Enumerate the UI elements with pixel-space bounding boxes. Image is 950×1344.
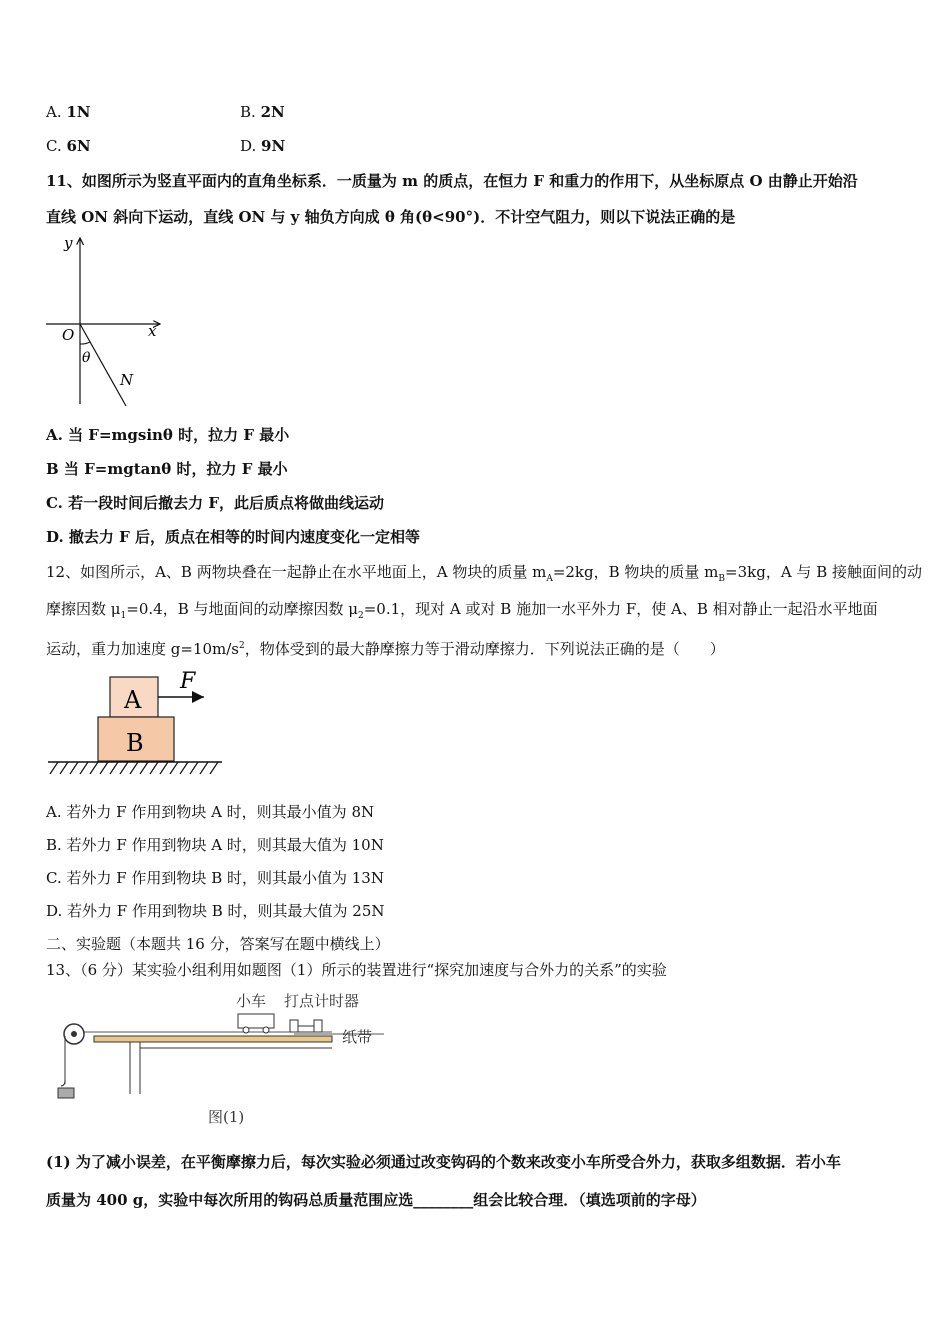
text-span: =2kg，B 物块的质量 m (552, 563, 719, 581)
text-span: =0.4，B 与地面间的动摩擦因数 μ (126, 600, 358, 618)
origin-label: O (62, 326, 75, 344)
x-axis-label: x (148, 322, 157, 340)
q12-blocks-figure (46, 664, 226, 786)
q11-option-c: C. 若一段时间后撤去力 F，此后质点将做曲线运动 (46, 494, 384, 512)
hook-weight (58, 1088, 74, 1098)
option-value: 2N (260, 103, 285, 121)
q13-part1-line1: (1) 为了减小误差，在平衡摩擦力后，每次实验必须通过改变钩码的个数来改变小车所受合外力，获取多组数据．若小车 (46, 1153, 841, 1171)
text-span: 12、如图所示，A、B 两物块叠在一起静止在水平地面上，A 物块的质量 m (46, 563, 547, 581)
text-span: =0.1，现对 A 或对 B 施加一水平外力 F，使 A、B 相对静止一起沿水平地面 (363, 600, 878, 618)
subscript: B (718, 574, 726, 584)
q11-option-d: D. 撤去力 F 后，质点在相等的时间内速度变化一定相等 (46, 528, 421, 546)
q10-option-b (240, 102, 285, 122)
block-a-label: A (124, 686, 142, 714)
force-label: F (180, 669, 196, 694)
option-value: 1N (66, 103, 91, 121)
text-span: =3kg，A 与 B 接触面间的动 (725, 563, 922, 581)
q13-part1-line2: 质量为 400 g，实验中每次所用的钩码总质量范围应选________组会比较合理．（填选项前的字母） (46, 1191, 706, 1209)
option-value: 9N (261, 137, 286, 155)
text-span: ，物体受到的最大静摩擦力等于滑动摩擦力．下列说法正确的是（ ） (244, 640, 725, 658)
q12-option-b: B. 若外力 F 作用到物块 A 时，则其最大值为 10N (46, 836, 384, 854)
q12-stem-line3 (46, 636, 725, 659)
hook (61, 1080, 65, 1086)
ground-hatching (50, 762, 218, 774)
y-axis-label: y (64, 234, 73, 252)
timer-label: 打点计时器 (284, 992, 360, 1010)
q13-apparatus-figure (54, 988, 384, 1142)
subscript: 1 (120, 611, 127, 621)
q12-option-d: D. 若外力 F 作用到物块 B 时，则其最大值为 25N (46, 902, 385, 920)
subscript: 2 (358, 611, 364, 621)
figure-caption: 图(1) (208, 1108, 245, 1126)
angle-label: θ (82, 350, 91, 366)
option-letter: A. (46, 103, 67, 121)
q12-stem-line2 (46, 599, 878, 626)
q11-option-a: A. 当 F=mgsinθ 时，拉力 F 最小 (46, 426, 290, 444)
timer-post (290, 1020, 298, 1032)
cart (238, 1014, 274, 1028)
q10-option-c (46, 136, 91, 156)
option-letter: B. (240, 103, 261, 121)
text-span: 摩擦因数 μ (46, 600, 121, 618)
tape-label: 纸带 (342, 1028, 373, 1046)
track-board (94, 1036, 332, 1042)
pulley-axle (71, 1031, 77, 1037)
q11-stem-line1: 11、如图所示为竖直平面内的直角坐标系．一质量为 m 的质点，在恒力 F 和重力的作用下，从坐标原点 O 由静止开始沿 (46, 172, 858, 190)
q11-option-b: B 当 F=mgtanθ 时，拉力 F 最小 (46, 460, 288, 478)
block-b-label: B (126, 729, 144, 757)
option-letter: D. (240, 137, 262, 155)
q13-stem-line1: 13、（6 分）某实验小组利用如题图（1）所示的装置进行“探究加速度与合外力的关系”的实验 (46, 961, 667, 979)
line-n-label: N (120, 371, 134, 389)
cart-label: 小车 (236, 992, 267, 1010)
angle-arc (80, 342, 90, 344)
timer-post (314, 1020, 322, 1032)
timer-base (298, 1026, 314, 1032)
q11-stem-line2: 直线 ON 斜向下运动，直线 ON 与 y 轴负方向成 θ 角(θ<90°)．不计空气阻力，则以下说法正确的是 (46, 208, 736, 226)
section-heading: 二、实验题（本题共 16 分，答案写在题中横线上） (46, 935, 390, 953)
q12-option-c: C. 若外力 F 作用到物块 B 时，则其最小值为 13N (46, 869, 384, 887)
q11-coordinate-figure (40, 232, 180, 416)
q12-stem-line1 (46, 562, 922, 589)
subscript: A (546, 574, 553, 584)
text-span: 运动，重力加速度 g=10m/s (46, 640, 240, 658)
q10-option-a (46, 102, 91, 122)
option-value: 6N (66, 137, 91, 155)
q10-option-d (240, 136, 285, 156)
superscript: 2 (239, 641, 245, 651)
option-letter: C. (46, 137, 67, 155)
q12-option-a: A. 若外力 F 作用到物块 A 时，则其最小值为 8N (46, 803, 375, 821)
cart-wheel (263, 1027, 269, 1033)
cart-wheel (243, 1027, 249, 1033)
